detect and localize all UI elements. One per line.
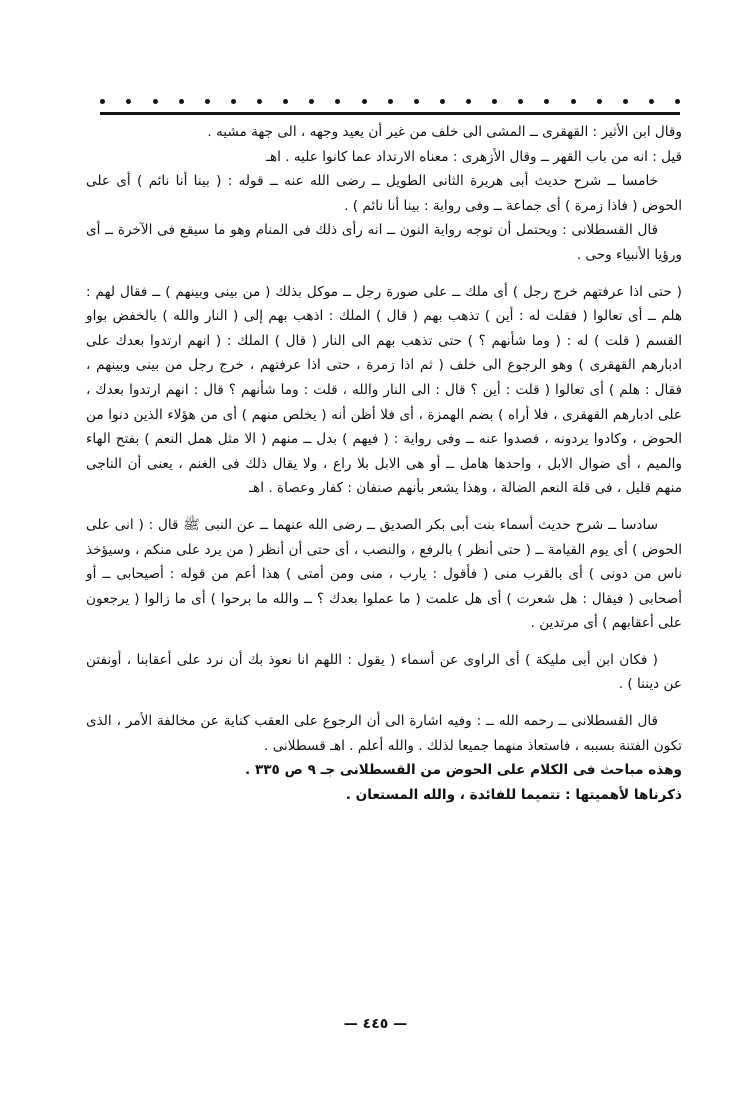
header-dot-ornament: [100, 96, 680, 106]
paragraph-1: وقال ابن الأثير : القهقرى ــ المشى الى خلف من غير أن يعيد وجهه ، الى جهة مشيه .: [207, 124, 682, 140]
paragraph-8: قال القسطلانى ــ رحمه الله ــ : وفيه اشارة الى أن الرجوع على العقب كناية عن مخالفة الأمر ، الذى تكون الفتنة بسببه ، فاستعاذ منهما جميعا لذلك . والله أعلم . اهـ قسطلانى .: [86, 713, 682, 754]
paragraph-9: وهذه مباحث فى الكلام على الحوض من القسطلانى جـ ٩ ص ٣٣٥ .: [245, 762, 682, 779]
paragraph-3: خامسا ــ شرح حديث أبى هريرة الثانى الطويل ــ رضى الله عنه ــ قوله : ( بينا أنا نائم ) أى على الحوض ( فاذا زمرة ) أى جماعة ــ وفى رواية : بينا أنا نائم ) .: [86, 173, 682, 214]
paragraph-4: قال القسطلانى : ويحتمل أن توجه رواية النون ــ انه رأى ذلك فى المنام وهو ما سيقع فى الآخرة ــ أى ورؤيا الأنبياء وحى .: [86, 222, 682, 263]
paragraph-6: سادسا ــ شرح حديث أسماء بنت أبى بكر الصديق ــ رضى الله عنهما ــ عن النبى ﷺ قال : ( انى على الحوض ) أى يوم القيامة ــ ( حتى أنظر ) بالرفع ، والنصب ، أى حتى أن أنظر ( من يرد على منكم ، وسيؤخذ ناس من دونى ) أى بالقرب منى ( فأقول : يارب ، منى ومن أمتى ) هذا أعم من قوله : أصيحابى ــ أو أصحابى ( فيقال : هل شعرت ) أى هل علمت ( ما عملوا بعدك ؟ ــ والله ما برحوا ) أى ما زالوا ( يرجعون على أعقابهم ) أى مرتدين .: [86, 516, 682, 632]
header-rule: [100, 112, 680, 115]
paragraph-5: ( حتى اذا عرفتهم خرج رجل ) أى ملك ــ على صورة رجل ــ موكل بذلك ( من بينى وبينهم ) ــ فقال لهم : هلم ــ أى تعالوا ( فقلت له : أين ) تذهب بهم ( قال ) الملك : اذهب بهم إلى ( النار والله ) بالخفض بواو القسم ( قلت ) له : ( وما شأنهم ؟ ) حتى تذهب بهم الى النار ( قال ) الملك : ( انهم ارتدوا بعدك على ادبارهم القهقرى ) وهو الرجوع الى خلف ( ثم اذا زمرة ، حتى اذا عرفتهم ، خرج رجل من بينى وبينهم ، فقال : هلم ) أى تعالوا ( قلت : أين ؟ قال : الى النار والله ، قلت : وما شأنهم ؟ قال : انهم ارتدوا بعدك ، على ادبارهم القهقرى ، فلا أراه ) بضم الهمزة ، أى فلا أظن أنه ( يخلص منهم ) أى من هؤلاء الذين دنوا من الحوض ، وكادوا يردونه ، فصدوا عنه ــ وفى رواية : ( فيهم ) بدل ــ منهم ( الا مثل همل النعم ) بفتح الهاء والميم ، أى ضوال الابل ، واحدها هامل ــ أو هى الابل بلا راع ، ولا يقال ذلك فى الغنم ، يعنى أن الناجى منهم قليل ، فى قلة النعم الضالة ، وهذا يشعر بأنهم صنفان : كفار وعصاة . اهـ: [86, 283, 682, 497]
paragraph-7: ( فكان ابن أبى مليكة ) أى الراوى عن أسماء ( يقول : اللهم انا نعوذ بك أن نرد على أعقابنا ، أونفتن عن ديننا ) .: [86, 651, 682, 693]
page-number: — ٤٤٥ —: [343, 1016, 408, 1032]
paragraph-2: قيل : انه من باب القهر ــ وقال الأزهرى : معناه الارتداد عما كانوا عليه . اهـ: [265, 148, 682, 165]
page-body: [86, 120, 682, 807]
paragraph-10: ذكرناها لأهميتها : تتميما للفائدة ، والله المستعان .: [345, 786, 682, 803]
